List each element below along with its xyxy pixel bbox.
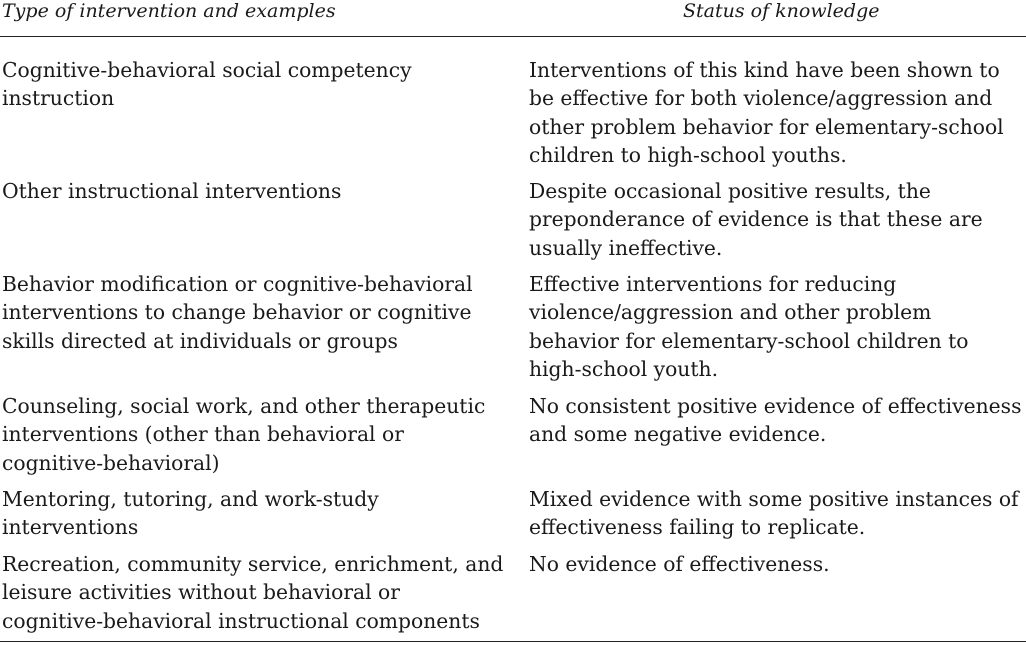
intervention-cell: Other instructional interventions [2,179,342,203]
intervention-cell: Mentoring, tutoring, and work-study interventions [2,487,379,540]
status-cell: Despite occasional positive results, the preponderance of evidence is that these are usually ineffective. [529,179,983,260]
table-header [0,0,1026,37]
status-cell: No evidence of effectiveness. [529,552,830,576]
status-cell: Mixed evidence with some positive instances of effectiveness failing to replicate. [529,487,1019,540]
intervention-cell: Recreation, community service, enrichment, and leisure activities without behavioral or cognitive-behavioral instructional components [2,552,504,633]
status-cell: Interventions of this kind have been shown to be effective for both violence/aggression and other problem behavior for elementary-school children to high-school youths. [529,58,1004,167]
status-cell: Effective interventions for reducing violence/aggression and other problem behavior for elementary-school children to high-school youth. [529,272,969,381]
status-cell: No consistent positive evidence of effectiveness and some negative evidence. [529,394,1022,447]
intervention-cell: Behavior modification or cognitive-behavioral interventions to change behavior or cognitive skills directed at individuals or groups [2,272,473,353]
intervention-cell: Cognitive-behavioral social competency instruction [2,58,412,111]
bottom-rule [0,641,1026,642]
header-intervention: Type of intervention and examples [2,0,336,22]
header-status: Status of knowledge [683,0,880,22]
intervention-cell: Counseling, social work, and other therapeutic interventions (other than behavioral or cognitive-behavioral) [2,394,486,475]
